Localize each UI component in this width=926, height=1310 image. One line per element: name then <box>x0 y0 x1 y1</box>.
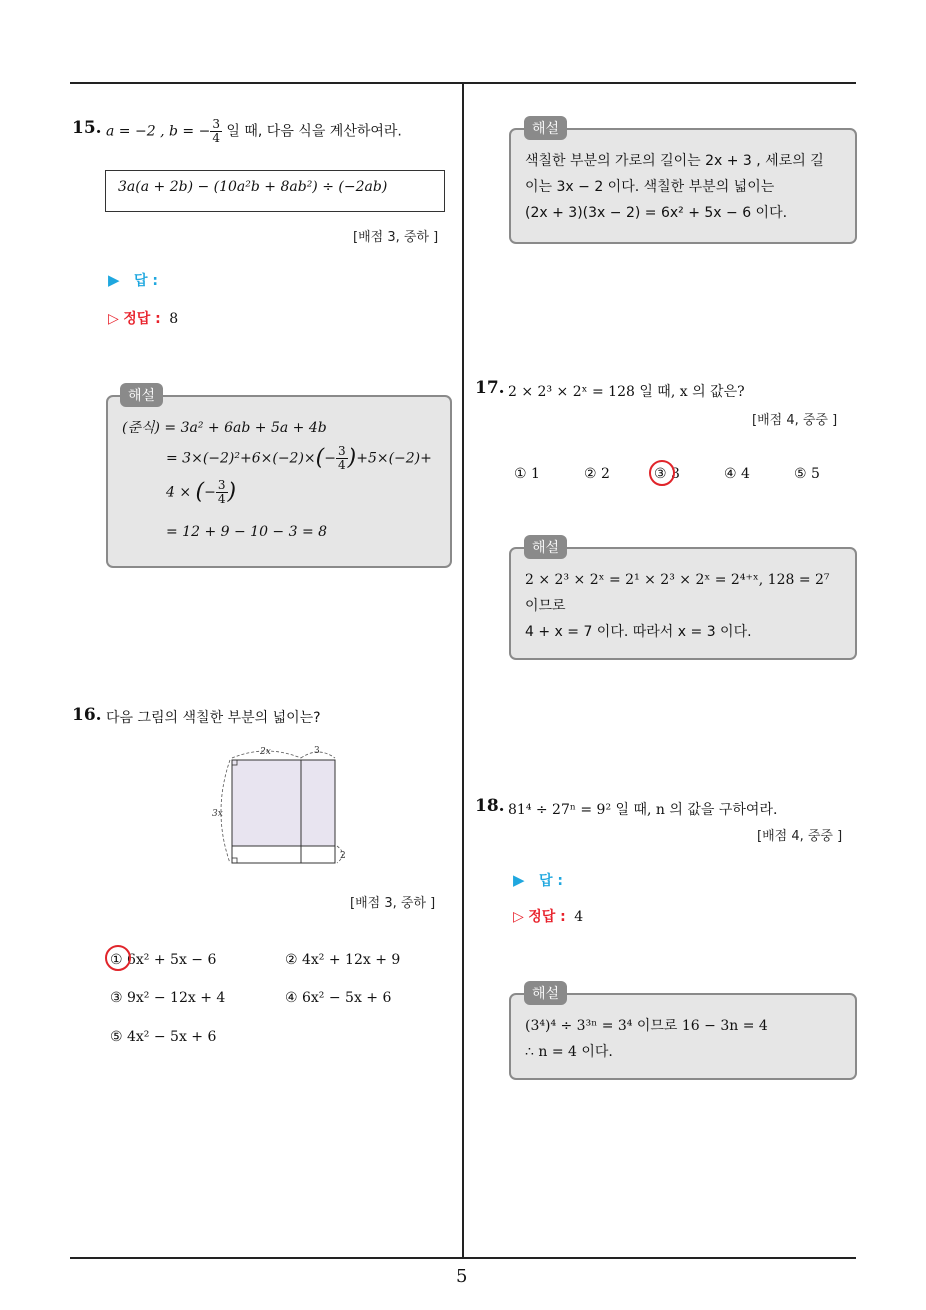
q16-choice-4[interactable]: ④ 6x² − 5x + 6 <box>285 990 392 1006</box>
q15-fraction: $\frac{3}{4}$ <box>212 117 220 145</box>
q17-choice-3[interactable]: ③ 3 <box>654 466 680 482</box>
q16-choice-1[interactable]: ① 6x² + 5x − 6 <box>110 952 217 968</box>
q15-sol-line4: = 12 + 9 − 10 − 3 = 8 <box>166 524 328 540</box>
q16-choice-3[interactable]: ③ 9x² − 12x + 4 <box>110 990 226 1006</box>
q17-score: [배점 4, 중중 ] <box>752 413 838 428</box>
column-divider <box>462 83 464 1258</box>
q16-choice-5[interactable]: ⑤ 4x² − 5x + 6 <box>110 1029 217 1045</box>
q17-solution-tag: 해설 <box>524 535 567 559</box>
q15-solution-tag: 해설 <box>120 383 163 407</box>
label-3x: 3x <box>212 809 223 819</box>
q17-sol-line2: 이므로 <box>525 598 566 614</box>
q16-stem: 다음 그림의 색칠한 부분의 넓이는? <box>106 710 321 726</box>
q15-expression-box: 3a(a + 2b) − (10a²b + 8ab²) ÷ (−2ab) <box>105 170 445 212</box>
q15-stem: a = −2 , b = − $\frac{3}{4}$ 일 때, 다음 식을 계산하여라. <box>106 117 402 145</box>
shaded-region <box>232 760 335 846</box>
q15-sol-fraction: $\frac{3}{4}$ <box>337 444 346 472</box>
label-3: 3 <box>314 746 320 756</box>
q15-correct-value: 8 <box>169 311 179 327</box>
q18-correct-value: 4 <box>574 909 584 925</box>
q15-answer-row <box>108 270 158 290</box>
q18-answer-label: 답 : <box>539 873 563 889</box>
q17-selected-circle <box>649 460 675 486</box>
q18-sol-line1: (3⁴)⁴ ÷ 3³ⁿ = 3⁴ 이므로 16 − 3n = 4 <box>525 1018 768 1034</box>
q16-sol-line3: (2x + 3)(3x − 2) = 6x² + 5x − 6 이다. <box>525 205 788 221</box>
q18-solution-tag: 해설 <box>524 981 567 1005</box>
q15-answer-label: 답 : <box>134 273 158 289</box>
q17-solution-box <box>509 547 857 660</box>
q17-choice-1[interactable]: ① 1 <box>514 466 540 482</box>
q18-sol-line2: ∴ n = 4 이다. <box>525 1044 613 1060</box>
q16-number: 16. <box>72 705 102 725</box>
q17-choice-4[interactable]: ④ 4 <box>724 466 750 482</box>
q15-correct-row <box>108 308 178 328</box>
q15-correct-label: 정답 : <box>123 311 161 327</box>
q17-sol-line1: 2 × 2³ × 2ˣ = 2¹ × 2³ × 2ˣ = 2⁴⁺ˣ, 128 = 2⁷ <box>525 572 830 588</box>
q18-correct-label: 정답 : <box>528 909 566 925</box>
q17-sol-line3: 4 + x = 7 이다. 따라서 x = 3 이다. <box>525 624 752 640</box>
q18-number: 18. <box>475 796 505 816</box>
q18-correct-row <box>513 906 583 926</box>
q15-score: [배점 3, 중하 ] <box>353 230 439 245</box>
bottom-rule <box>70 1257 856 1259</box>
q16-selected-circle <box>105 945 131 971</box>
q16-choice-2[interactable]: ② 4x² + 12x + 9 <box>285 952 401 968</box>
q17-number: 17. <box>475 378 505 398</box>
correct-triangle-icon: ▷ <box>513 909 524 925</box>
q18-stem: 81⁴ ÷ 27ⁿ = 9² 일 때, n 의 값을 구하여라. <box>508 802 778 818</box>
q15-cond-a: a = −2 <box>106 123 156 140</box>
q18-solution-box <box>509 993 857 1080</box>
q17-choice-2[interactable]: ② 2 <box>584 466 610 482</box>
correct-triangle-icon: ▷ <box>108 311 119 327</box>
label-2x: 2x <box>260 747 271 757</box>
q17-choice-5[interactable]: ⑤ 5 <box>794 466 820 482</box>
q15-number: 15. <box>72 118 102 138</box>
q16-sol-line1: 색칠한 부분의 가로의 길이는 2x + 3 , 세로의 길 <box>525 153 824 169</box>
q15-stem-text: 일 때, 다음 식을 계산하여라. <box>226 123 402 140</box>
answer-arrow-icon: ▶ <box>108 271 120 289</box>
q15-sol-fraction-2: $\frac{3}{4}$ <box>217 478 226 506</box>
q18-score: [배점 4, 중중 ] <box>757 829 843 844</box>
q16-solution-box <box>509 128 857 244</box>
q18-answer-row <box>513 870 563 890</box>
q15-sol-line2: = 3×(−2)²+6×(−2)×(− $\frac{3}{4}$ )+5×(−2)+ <box>166 444 432 472</box>
q15-sol-line3: 4 × (− $\frac{3}{4}$ ) <box>166 478 237 506</box>
q17-stem: 2 × 2³ × 2ˣ = 128 일 때, x 의 값은? <box>508 384 745 400</box>
q15-cond-b: b = − <box>168 123 211 140</box>
q15-solution-box <box>106 395 452 568</box>
page-number: 5 <box>456 1266 468 1287</box>
q16-solution-tag: 해설 <box>524 116 567 140</box>
corner-mark-bottom <box>232 858 237 863</box>
label-2: 2 <box>340 851 346 861</box>
q16-score: [배점 3, 중하 ] <box>350 896 436 911</box>
q16-figure <box>208 742 350 866</box>
answer-arrow-icon: ▶ <box>513 871 525 889</box>
q15-sol-line1: (준식) = 3a² + 6ab + 5a + 4b <box>122 420 327 436</box>
q16-sol-line2: 이는 3x − 2 이다. 색칠한 부분의 넓이는 <box>525 179 775 195</box>
